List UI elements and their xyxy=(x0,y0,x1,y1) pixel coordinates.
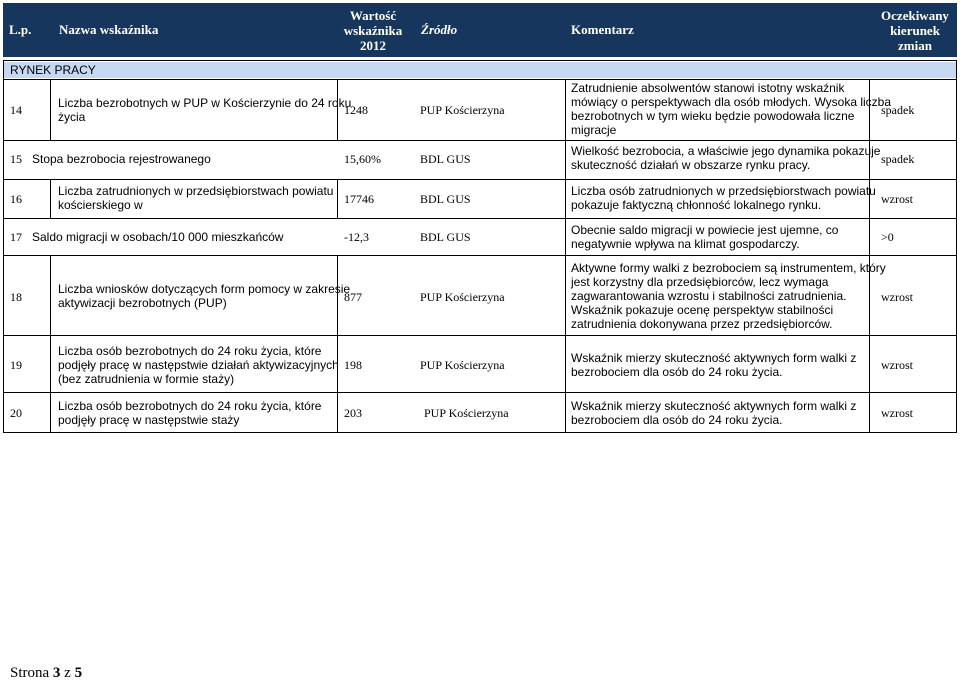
footer-current-page: 3 xyxy=(52,665,61,681)
row-trend: spadek xyxy=(881,103,915,117)
row-comment-line: Obecnie saldo migracji w powiecie jest ujemne, co xyxy=(571,223,839,237)
row-name xyxy=(58,96,351,124)
row-lp: 18 xyxy=(10,290,22,304)
row-trend: wzrost xyxy=(881,192,913,206)
row-name-line: kościerskiego w xyxy=(58,198,143,212)
row-comment-line: Wskaźnik pokazuje ocenę perspektyw stabilności xyxy=(571,303,834,317)
header-name: Nazwa wskaźnika xyxy=(59,22,159,37)
row-source: PUP Kościerzyna xyxy=(420,290,505,304)
section-title: RYNEK PRACY xyxy=(10,63,96,77)
row-trend: spadek xyxy=(881,152,915,166)
row-trend: wzrost xyxy=(881,406,913,420)
row-name-line: podjęły pracę w następstwie staży xyxy=(58,413,240,427)
row-source: PUP Kościerzyna xyxy=(424,406,509,420)
row-value: 1248 xyxy=(344,103,368,117)
row-comment-line: zatrudnienia dokonywana przez przedsiębiorców. xyxy=(571,317,833,331)
row-value: 15,60% xyxy=(344,152,381,166)
header-expected-line1: Oczekiwany xyxy=(881,8,949,23)
row-comment-line: Zatrudnienie absolwentów stanowi istotny wskaźnik xyxy=(571,81,845,95)
row-value: 203 xyxy=(344,406,362,420)
row-source: BDL GUS xyxy=(420,152,471,166)
header-lp: L.p. xyxy=(9,22,32,37)
row-comment-line: Wskaźnik mierzy skuteczność aktywnych form walki z xyxy=(571,399,857,413)
row-source: BDL GUS xyxy=(420,230,471,244)
footer-prefix: Strona xyxy=(10,665,53,681)
row-name-line: Liczba bezrobotnych w PUP w Kościerzynie do 24 roku xyxy=(58,96,352,110)
row-lp: 15 xyxy=(10,152,22,166)
row-name-line: Liczba wniosków dotyczących form pomocy w zakresie xyxy=(58,282,351,296)
header-expected-line3: zmian xyxy=(898,38,932,53)
header-expected xyxy=(875,8,955,53)
row-comment xyxy=(571,261,886,331)
row-comment-line: pokazuje faktyczną chłonność lokalnego rynku. xyxy=(571,198,822,212)
row-comment-line: negatywnie wpływa na klimat gospodarczy. xyxy=(571,237,800,251)
row-comment-line: jest korzystny dla przedsiębiorców, lecz wymaga xyxy=(571,275,829,289)
row-value: -12,3 xyxy=(344,230,369,244)
row-name xyxy=(58,282,350,310)
header-comment: Komentarz xyxy=(571,22,634,37)
row-comment xyxy=(571,351,856,379)
page-footer xyxy=(10,664,82,682)
row-comment-line: bezrobotnych w tym wieku będzie powodowała liczne xyxy=(571,109,855,123)
row-comment-line: Aktywne formy walki z bezrobociem są instrumentem, który xyxy=(571,261,886,275)
row-trend: >0 xyxy=(881,230,894,244)
row-name-line: aktywizacji bezrobotnych (PUP) xyxy=(58,296,227,310)
row-value: 17746 xyxy=(344,192,374,206)
row-lp: 16 xyxy=(10,192,22,206)
row-name-line: podjęły pracę w następstwie działań aktywizacyjnych xyxy=(58,358,339,372)
row-comment-line: Wielkość bezrobocia, a właściwie jego dynamika pokazuje xyxy=(571,144,881,158)
row-source: PUP Kościerzyna xyxy=(420,358,505,372)
row-comment-line: Wskaźnik mierzy skuteczność aktywnych form walki z xyxy=(571,351,857,365)
header-value-line2: wskaźnika xyxy=(343,23,403,38)
row-lp: 19 xyxy=(10,358,22,372)
header-value-line3: 2012 xyxy=(360,38,386,53)
row-value: 877 xyxy=(344,290,362,304)
header-expected-line2: kierunek xyxy=(890,23,940,38)
row-comment xyxy=(571,81,891,137)
row-comment-line: bezrobociem dla osób do 24 roku życia. xyxy=(571,365,783,379)
row-name xyxy=(58,184,333,212)
row-name: Stopa bezrobocia rejestrowanego xyxy=(32,152,211,166)
header-value-line1: Wartość xyxy=(349,8,397,23)
row-source: PUP Kościerzyna xyxy=(420,103,505,117)
row-comment-line: migracje xyxy=(571,123,617,137)
row-comment xyxy=(571,144,880,172)
row-name xyxy=(58,344,339,386)
row-comment-line: mówiący o perspektywach dla osób młodych. Wysoka liczba xyxy=(571,95,892,109)
row-source: BDL GUS xyxy=(420,192,471,206)
table-header xyxy=(3,3,957,57)
row-name-line: (bez zatrudnienia w formie staży) xyxy=(58,372,235,386)
row-lp: 14 xyxy=(10,103,22,117)
header-value xyxy=(343,8,403,53)
row-comment-line: skuteczność działań w obszarze rynku pracy. xyxy=(571,158,811,172)
row-comment xyxy=(571,399,856,427)
row-lp: 20 xyxy=(10,406,22,420)
row-name-line: Liczba osób bezrobotnych do 24 roku życia, które xyxy=(58,399,322,413)
row-trend: wzrost xyxy=(881,290,913,304)
row-comment-line: Liczba osób zatrudnionych w przedsiębiorstwach powiatu xyxy=(571,184,876,198)
footer-total-pages: 5 xyxy=(74,665,83,681)
row-comment-line: zagwarantowania wzrostu i stabilności zatrudnienia. xyxy=(571,289,847,303)
row-name-line: Liczba zatrudnionych w przedsiębiorstwach powiatu xyxy=(58,184,334,198)
row-name: Saldo migracji w osobach/10 000 mieszkańców xyxy=(32,230,284,244)
row-name-line: życia xyxy=(58,110,86,124)
row-name xyxy=(58,399,321,427)
footer-middle: z xyxy=(60,665,75,681)
row-comment xyxy=(571,223,838,251)
row-comment xyxy=(571,184,876,212)
row-comment-line: bezrobociem dla osób do 24 roku życia. xyxy=(571,413,783,427)
header-source: Źródło xyxy=(421,22,458,37)
row-name-line: Liczba osób bezrobotnych do 24 roku życia, które xyxy=(58,344,322,358)
section-row xyxy=(3,62,957,78)
row-lp: 17 xyxy=(10,230,22,244)
row-trend: wzrost xyxy=(881,358,913,372)
row-value: 198 xyxy=(344,358,362,372)
